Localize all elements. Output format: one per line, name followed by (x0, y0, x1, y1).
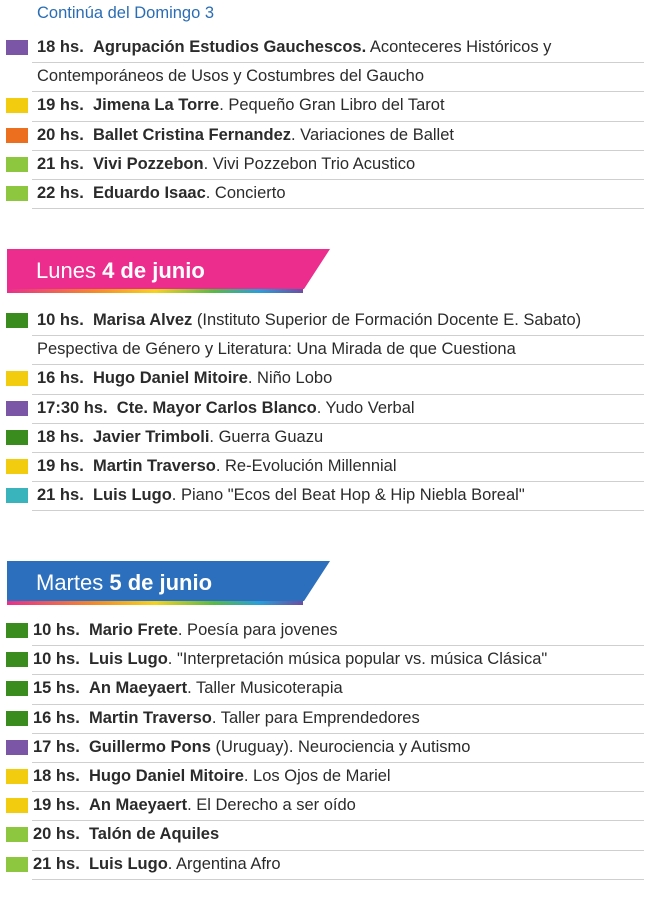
event-name: Hugo Daniel Mitoire (88, 766, 244, 785)
event-text (33, 620, 338, 640)
event-text (33, 708, 420, 728)
event-text (37, 368, 332, 388)
event-row (0, 34, 650, 63)
event-description: . Variaciones de Ballet (291, 125, 454, 144)
event-text (37, 456, 397, 476)
monday-banner (7, 249, 337, 294)
event-time: 18 hs. (33, 766, 80, 785)
event-row (0, 453, 650, 482)
category-color-marker (6, 652, 28, 667)
event-row (0, 763, 650, 792)
event-name: An Maeyaert (88, 796, 188, 815)
event-text (37, 398, 415, 418)
event-name: Jimena La Torre (92, 96, 220, 115)
event-description: . Niño Lobo (247, 369, 333, 388)
event-description: Contemporáneos de Usos y Costumbres del Gaucho (37, 67, 425, 86)
row-divider (32, 510, 644, 511)
event-time: 18 hs. (37, 38, 84, 56)
event-time: 10 hs. (33, 621, 80, 639)
event-time: 21 hs. (33, 854, 80, 873)
event-time: 16 hs. (37, 369, 84, 388)
event-text (33, 824, 219, 844)
category-color-marker (6, 157, 28, 172)
event-description: Aconteceres Históricos y (366, 38, 552, 56)
event-row (0, 92, 650, 121)
event-text (33, 766, 391, 786)
event-description: . Vivi Pozzebon Trio Acustico (203, 154, 416, 173)
category-color-marker (6, 186, 28, 201)
event-time: 19 hs. (37, 456, 84, 475)
event-time: 20 hs. (33, 825, 80, 844)
tuesday-banner-text (36, 570, 212, 596)
event-name: Ballet Cristina Fernandez (92, 125, 292, 144)
event-text (37, 183, 286, 203)
event-time: 16 hs. (33, 708, 80, 727)
event-time: 15 hs. (33, 679, 80, 698)
event-description: . "Interpretación música popular vs. música Clásica" (167, 650, 548, 669)
event-row (0, 395, 650, 424)
category-color-marker (6, 740, 28, 755)
tuesday-day: Martes (36, 570, 104, 595)
event-row (0, 424, 650, 453)
tuesday-banner (7, 561, 337, 606)
event-text (37, 125, 454, 145)
event-row (0, 646, 650, 675)
tuesday-event-list (0, 617, 650, 880)
event-row (0, 336, 650, 365)
continuation-note: Continúa del Domingo 3 (37, 4, 215, 22)
event-text (37, 154, 415, 174)
event-time: 22 hs. (37, 183, 84, 202)
event-description: . Concierto (205, 183, 286, 202)
event-time: 21 hs. (37, 486, 84, 505)
event-row (0, 617, 650, 646)
event-row (0, 482, 650, 511)
event-description: . Re-Evolución Millennial (215, 456, 397, 475)
category-color-marker (6, 623, 28, 638)
event-description: . El Derecho a ser oído (187, 796, 356, 815)
event-row (0, 734, 650, 763)
event-name: Guillermo Pons (88, 737, 211, 756)
category-color-marker (6, 40, 28, 55)
category-color-marker (6, 313, 28, 328)
event-row (0, 675, 650, 704)
event-text (37, 310, 581, 330)
event-description: . Yudo Verbal (316, 398, 415, 417)
event-name: Luis Lugo (88, 854, 168, 873)
event-time: 20 hs. (37, 125, 84, 144)
event-row (0, 851, 650, 880)
event-description: . Poesía para jovenes (177, 621, 338, 639)
event-name: Agrupación Estudios Gauchescos. (92, 38, 367, 56)
event-row (0, 705, 650, 734)
event-row (0, 151, 650, 180)
category-color-marker (6, 128, 28, 143)
category-color-marker (6, 459, 28, 474)
event-text (33, 678, 343, 698)
event-description: . Argentina Afro (167, 854, 281, 873)
tuesday-date: 5 de junio (109, 570, 213, 595)
event-text (37, 427, 323, 447)
event-name: Eduardo Isaac (92, 183, 206, 202)
category-color-marker (6, 798, 28, 813)
event-description: . Piano "Ecos del Beat Hop & Hip Niebla Boreal" (171, 486, 525, 505)
category-color-marker (6, 857, 28, 872)
category-color-marker (6, 430, 28, 445)
event-row (0, 63, 650, 92)
category-color-marker (6, 488, 28, 503)
event-description: (Uruguay). Neurociencia y Autismo (210, 737, 471, 756)
row-divider (32, 208, 644, 209)
event-name: Hugo Daniel Mitoire (92, 369, 248, 388)
event-name: Javier Trimboli (92, 427, 210, 446)
event-row (0, 307, 650, 336)
event-name: Luis Lugo (88, 650, 168, 669)
monday-day: Lunes (36, 258, 96, 283)
event-description: . Taller para Emprendedores (211, 708, 420, 727)
event-name: Cte. Mayor Carlos Blanco (116, 398, 317, 417)
event-description: . Los Ojos de Mariel (243, 766, 391, 785)
event-text (33, 795, 356, 815)
event-name: An Maeyaert (88, 679, 188, 698)
event-name: Luis Lugo (92, 486, 172, 505)
category-color-marker (6, 827, 28, 842)
event-text (37, 485, 525, 505)
event-text (37, 37, 551, 57)
event-name: Mario Frete (88, 621, 178, 639)
event-time: 10 hs. (33, 650, 80, 669)
event-time: 21 hs. (37, 154, 84, 173)
event-time: 17:30 hs. (37, 398, 108, 417)
category-color-marker (6, 98, 28, 113)
event-name: Marisa Alvez (92, 311, 193, 329)
event-text (33, 649, 547, 669)
event-description: . Guerra Guazu (209, 427, 324, 446)
event-text (33, 737, 470, 757)
event-text (37, 66, 424, 86)
category-color-marker (6, 769, 28, 784)
category-color-marker (6, 681, 28, 696)
event-time: 19 hs. (33, 796, 80, 815)
row-divider (32, 879, 644, 880)
category-color-marker (6, 711, 28, 726)
event-text (33, 854, 281, 874)
monday-date: 4 de junio (102, 258, 205, 283)
event-name: Martin Traverso (88, 708, 212, 727)
event-description: Pespectiva de Género y Literatura: Una Mirada de que Cuestiona (37, 340, 516, 359)
event-description: . Pequeño Gran Libro del Tarot (219, 96, 445, 115)
event-row (0, 792, 650, 821)
event-name: Martin Traverso (92, 456, 216, 475)
event-time: 19 hs. (37, 96, 84, 115)
event-time: 17 hs. (33, 737, 80, 756)
event-time: 10 hs. (37, 311, 84, 329)
event-row (0, 180, 650, 209)
sunday-event-list (0, 34, 650, 209)
event-text (37, 95, 445, 115)
monday-event-list (0, 307, 650, 511)
category-color-marker (6, 401, 28, 416)
event-description: . Taller Musicoterapia (187, 679, 343, 698)
event-time: 18 hs. (37, 427, 84, 446)
event-description: (Instituto Superior de Formación Docente E. Sabato) (192, 311, 582, 329)
event-row (0, 122, 650, 151)
event-row (0, 365, 650, 394)
event-row (0, 821, 650, 850)
event-name: Talón de Aquiles (88, 825, 220, 844)
monday-banner-text (36, 258, 205, 284)
event-text (37, 339, 516, 359)
event-name: Vivi Pozzebon (92, 154, 204, 173)
category-color-marker (6, 371, 28, 386)
